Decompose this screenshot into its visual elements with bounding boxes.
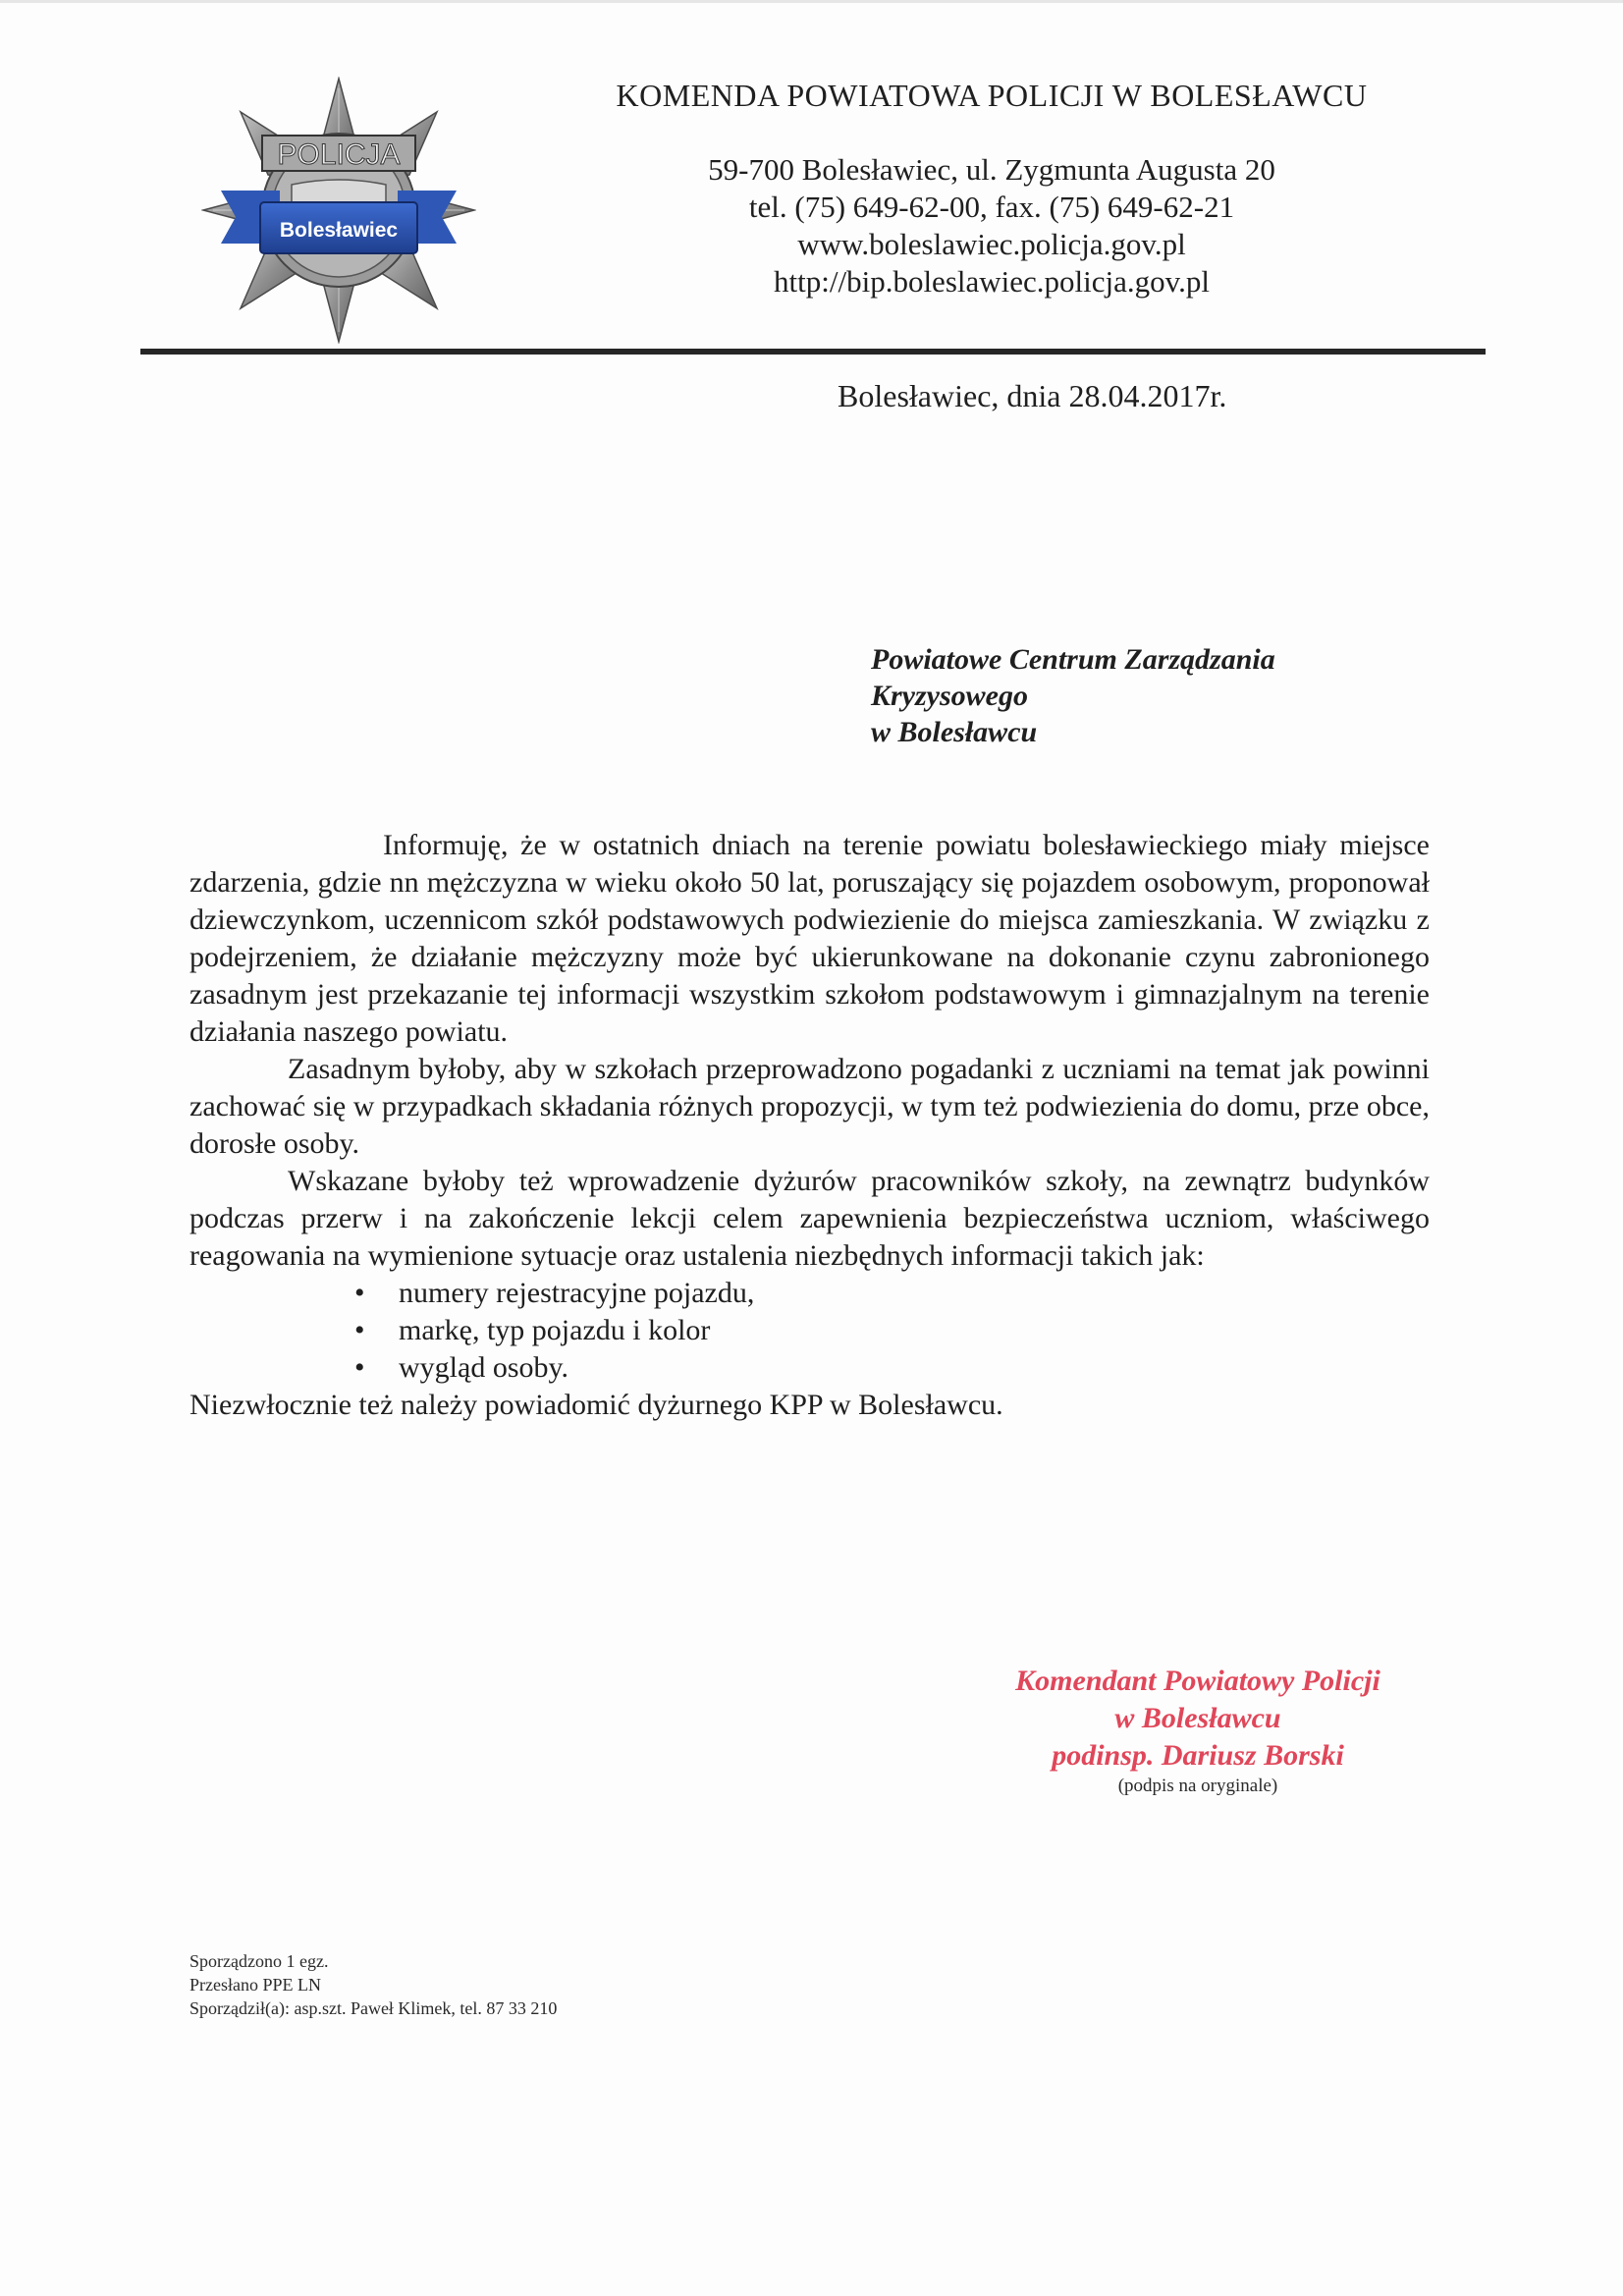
page-top-edge [0,0,1623,3]
institution-name: KOMENDA POWIATOWA POLICJI W BOLESŁAWCU [616,78,1368,113]
logo-top-text: POLICJA [277,138,401,171]
recipient-line-2: Kryzysowego [871,680,1028,712]
letter-body [189,827,1430,1424]
bullet-icon: • [354,1351,365,1384]
list-item-text: numery rejestracyjne pojazdu, [399,1277,755,1309]
list-item [189,1312,1430,1349]
address-line: 59-700 Bolesławiec, ul. Zygmunta Augusta 20 [708,152,1275,187]
bip-link[interactable]: http://bip.boleslawiec.policja.gov.pl [774,264,1210,299]
list-item [189,1275,1430,1312]
body-paragraph-1: Informuję, że w ostatnich dniach na terenie powiatu bolesławieckiego miały miejsce zdarzenia, gdzie nn mężczyzna w wieku około 50 lat, poruszający się pojazdem osobowym, proponował dziewczynkom, uczennicom szkół podstawowych podwiezienie do miejsca zamieszkania. W związku z podejrzeniem, że działanie mężczyzny może być ukierunkowane na dokonanie czynu zabronionego zasadnym jest przekazanie tej informacji wszystkim szkołom podstawowym i gimnazjalnym na terenie działania naszego powiatu. [189,829,1430,1048]
signature-block [923,1663,1473,1775]
list-item [189,1349,1430,1387]
closing-sentence: Niezwłocznie też należy powiadomić dyżurnego KPP w Bolesławcu. [189,1389,1003,1421]
info-bullet-list [189,1275,1430,1387]
signature-title: Komendant Powiatowy Policji [1015,1665,1380,1697]
body-paragraph-2: Zasadnym byłoby, aby w szkołach przeprowadzono pogadanki z uczniami na temat jak powinni zachować się w przypadkach składania różnych propozycji, w tym też podwiezienia do domu, prze obce, dorosłe osoby. [189,1053,1430,1160]
footer-line-2: Przesłano PPE LN [189,1975,321,1995]
recipient-line-1: Powiatowe Centrum Zarządzania [871,643,1275,676]
footer-line-1: Sporządzono 1 egz. [189,1951,329,1971]
bullet-icon: • [354,1277,365,1309]
phone-line: tel. (75) 649-62-00, fax. (75) 649-62-21 [748,190,1235,224]
signature-note: (podpis na oryginale) [1117,1776,1278,1796]
recipient-line-3: w Bolesławcu [871,716,1038,748]
footer-line-3: Sporządził(a): asp.szt. Paweł Klimek, tel. 87 33 210 [189,1998,558,2018]
letterhead [550,77,1434,301]
letter-date: Bolesławiec, dnia 28.04.2017r. [838,378,1227,413]
signature-name: podinsp. Dariusz Borski [1052,1739,1344,1772]
recipient-block [871,641,1275,750]
bullet-icon: • [354,1314,365,1346]
logo-bottom-text: Bolesławiec [279,219,399,242]
footer-notes [189,1949,557,2020]
body-paragraph-3: Wskazane byłoby też wprowadzenie dyżurów pracowników szkoły, na zewnątrz budynków podczas przerw i na zakończenie lekcji celem zapewnienia bezpieczeństwa uczniom, właściwego reagowania na wymienione sytuacje oraz ustalenia niezbędnych informacji takich jak: [189,1165,1430,1272]
list-item-text: wygląd osoby. [399,1351,569,1384]
website-link[interactable]: www.boleslawiec.policja.gov.pl [797,227,1186,261]
list-item-text: markę, typ pojazdu i kolor [399,1314,711,1346]
signature-location: w Bolesławcu [1114,1702,1281,1734]
police-star-logo-icon [201,77,476,344]
header-divider [140,349,1486,355]
